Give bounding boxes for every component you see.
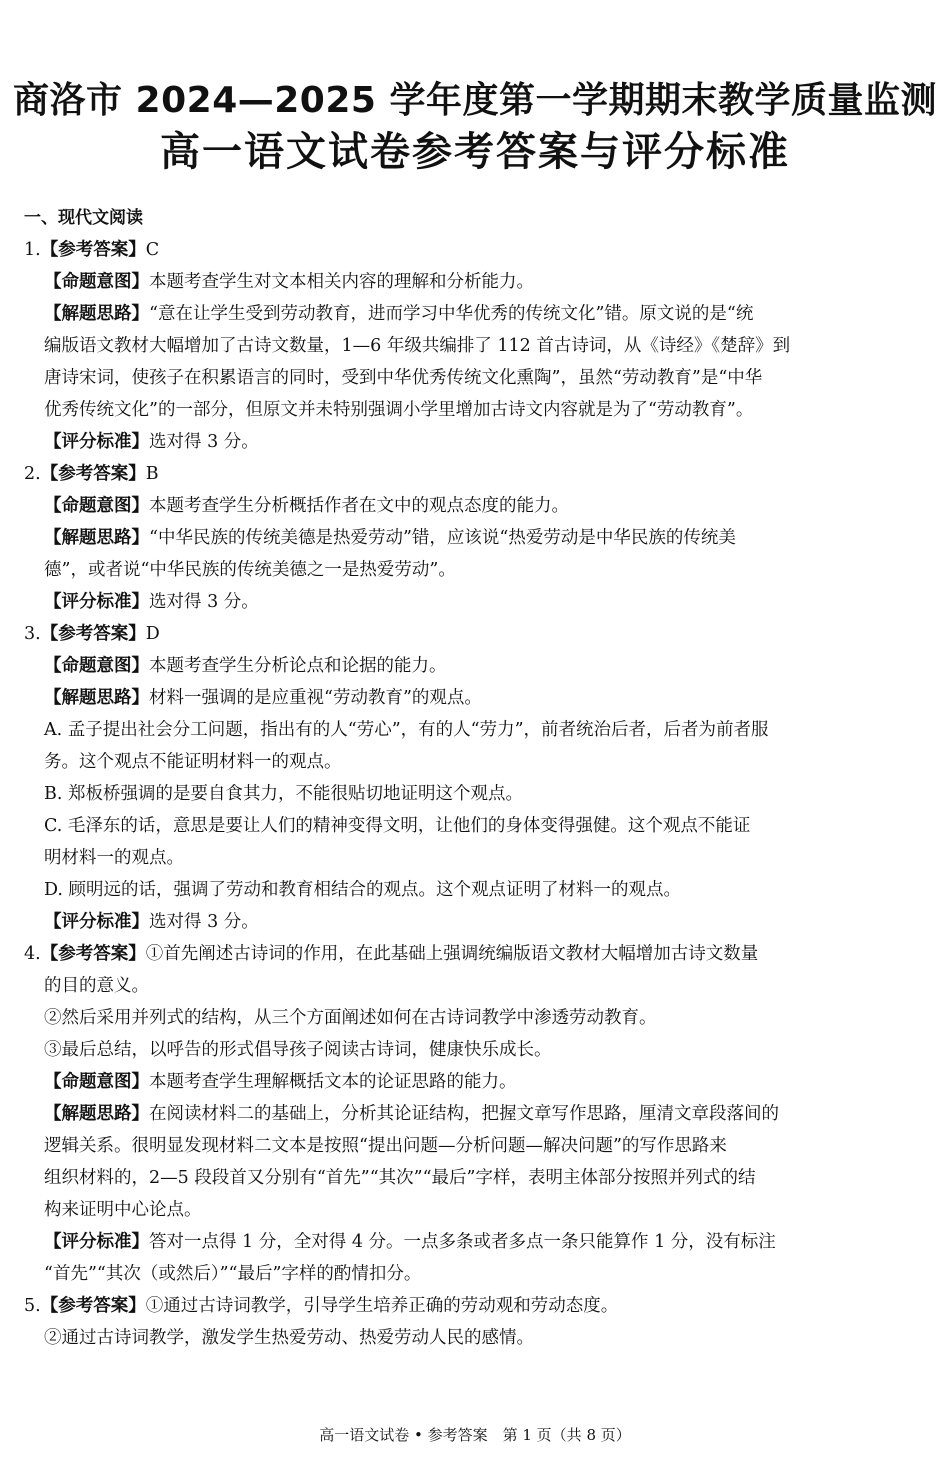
question-5-answer: 5.【参考答案】①通过古诗词教学，引导学生培养正确的劳动观和劳动态度。	[24, 1296, 619, 1316]
question-3-thinking: 【解题思路】材料一强调的是应重视“劳动教育”的观点。	[44, 688, 482, 708]
answer-label: 【参考答案】	[40, 1296, 146, 1316]
answer-value: D	[145, 624, 160, 644]
page-footer: 高一语文试卷 • 参考答案 第 1 页（共 8 页）	[319, 1426, 631, 1444]
question-number: 4.	[24, 944, 41, 964]
intent-label: 【命题意图】	[44, 496, 149, 516]
question-3-intent: 【命题意图】本题考查学生分析论点和论据的能力。	[44, 656, 447, 676]
question-number: 2.	[24, 464, 41, 484]
paragraph-line: 逻辑关系。很明显发现材料二文本是按照“提出问题—分析问题—解决问题”的写作思路来	[44, 1136, 727, 1156]
answer-key-body	[24, 202, 930, 1354]
option-a: A. 孟子提出社会分工问题，指出有的人“劳心”，有的人“劳力”，前者统治后者，后者为前者服	[44, 720, 769, 740]
paragraph-line: 构来证明中心论点。	[44, 1200, 202, 1220]
document-subtitle: 高一语文试卷参考答案与评分标准	[160, 129, 790, 175]
option-b: B. 郑板桥强调的是要自食其力，不能很贴切地证明这个观点。	[44, 784, 523, 804]
question-1-scoring: 【评分标准】选对得 3 分。	[44, 432, 259, 452]
question-1-intent: 【命题意图】本题考查学生对文本相关内容的理解和分析能力。	[44, 272, 534, 292]
option-c: C. 毛泽东的话，意思是要让人们的精神变得文明，让他们的身体变得强健。这个观点不能证	[44, 816, 751, 836]
paragraph-line: ②然后采用并列式的结构，从三个方面阐述如何在古诗词教学中渗透劳动教育。	[44, 1008, 657, 1028]
scoring-label: 【评分标准】	[44, 432, 149, 452]
paragraph-line: ③最后总结，以呼告的形式倡导孩子阅读古诗词，健康快乐成长。	[44, 1040, 552, 1060]
paragraph-line: 编版语文教材大幅增加了古诗文数量，1—6 年级共编排了 112 首古诗词，从《诗经》《楚辞》到	[44, 336, 791, 356]
question-2-intent: 【命题意图】本题考查学生分析概括作者在文中的观点态度的能力。	[44, 496, 569, 516]
intent-label: 【命题意图】	[44, 272, 149, 292]
answer-label: 【参考答案】	[40, 464, 146, 484]
thinking-label: 【解题思路】	[44, 1104, 149, 1124]
answer-label: 【参考答案】	[40, 624, 146, 644]
question-4-thinking: 【解题思路】在阅读材料二的基础上，分析其论证结构，把握文章写作思路，厘清文章段落间的	[44, 1104, 779, 1124]
thinking-label: 【解题思路】	[44, 688, 149, 708]
question-3-scoring: 【评分标准】选对得 3 分。	[44, 912, 259, 932]
question-4-scoring: 【评分标准】答对一点得 1 分，全对得 4 分。一点多条或者多点一条只能算作 1 分，没有标注	[44, 1232, 776, 1252]
paragraph-line: 唐诗宋词，使孩子在积累语言的同时，受到中华优秀传统文化熏陶”，虽然“劳动教育”是“中华	[44, 368, 763, 388]
scoring-label: 【评分标准】	[44, 592, 149, 612]
paragraph-line: “首先”“其次（或然后）”“最后”字样的酌情扣分。	[44, 1264, 422, 1284]
question-4-intent: 【命题意图】本题考查学生理解概括文本的论证思路的能力。	[44, 1072, 517, 1092]
thinking-label: 【解题思路】	[44, 528, 149, 548]
paragraph-line: ②通过古诗词教学，激发学生热爱劳动、热爱劳动人民的感情。	[44, 1328, 534, 1348]
paragraph-line: 优秀传统文化”的一部分，但原文并未特别强调小学里增加古诗文内容就是为了“劳动教育”。	[44, 400, 754, 420]
question-2-answer	[24, 458, 930, 490]
paragraph-line: 组织材料的，2—5 段段首又分别有“首先”“其次”“最后”字样，表明主体部分按照并列式的结	[44, 1168, 756, 1188]
answer-value: B	[145, 464, 159, 484]
option-d: D. 顾明远的话，强调了劳动和教育相结合的观点。这个观点证明了材料一的观点。	[44, 880, 682, 900]
question-number: 5.	[24, 1296, 41, 1316]
paragraph-line: 务。这个观点不能证明材料一的观点。	[44, 752, 342, 772]
question-number: 1.	[24, 240, 41, 260]
answer-value: C	[145, 240, 160, 260]
question-1-thinking: 【解题思路】“意在让学生受到劳动教育，进而学习中华优秀的传统文化”错。原文说的是“统	[44, 304, 754, 324]
scoring-label: 【评分标准】	[44, 1232, 149, 1252]
intent-label: 【命题意图】	[44, 1072, 149, 1092]
intent-label: 【命题意图】	[44, 656, 149, 676]
paragraph-line: 的目的意义。	[44, 976, 149, 996]
paragraph-line: 明材料一的观点。	[44, 848, 184, 868]
question-number: 3.	[24, 624, 41, 644]
question-4-answer: 4.【参考答案】①首先阐述古诗词的作用，在此基础上强调统编版语文教材大幅增加古诗文数量	[24, 944, 759, 964]
question-1-answer	[24, 234, 930, 266]
answer-label: 【参考答案】	[40, 240, 146, 260]
question-2-thinking: 【解题思路】“中华民族的传统美德是热爱劳动”错，应该说“热爱劳动是中华民族的传统美	[44, 528, 736, 548]
question-3-answer	[24, 618, 930, 650]
section-heading: 一、现代文阅读	[24, 208, 143, 228]
exam-title: 商洛市 2024—2025 学年度第一学期期末教学质量监测	[13, 80, 937, 121]
paragraph-line: 德”，或者说“中华民族的传统美德之一是热爱劳动”。	[44, 560, 456, 580]
answer-label: 【参考答案】	[40, 944, 146, 964]
scoring-label: 【评分标准】	[44, 912, 149, 932]
thinking-label: 【解题思路】	[44, 304, 149, 324]
question-2-scoring: 【评分标准】选对得 3 分。	[44, 592, 259, 612]
